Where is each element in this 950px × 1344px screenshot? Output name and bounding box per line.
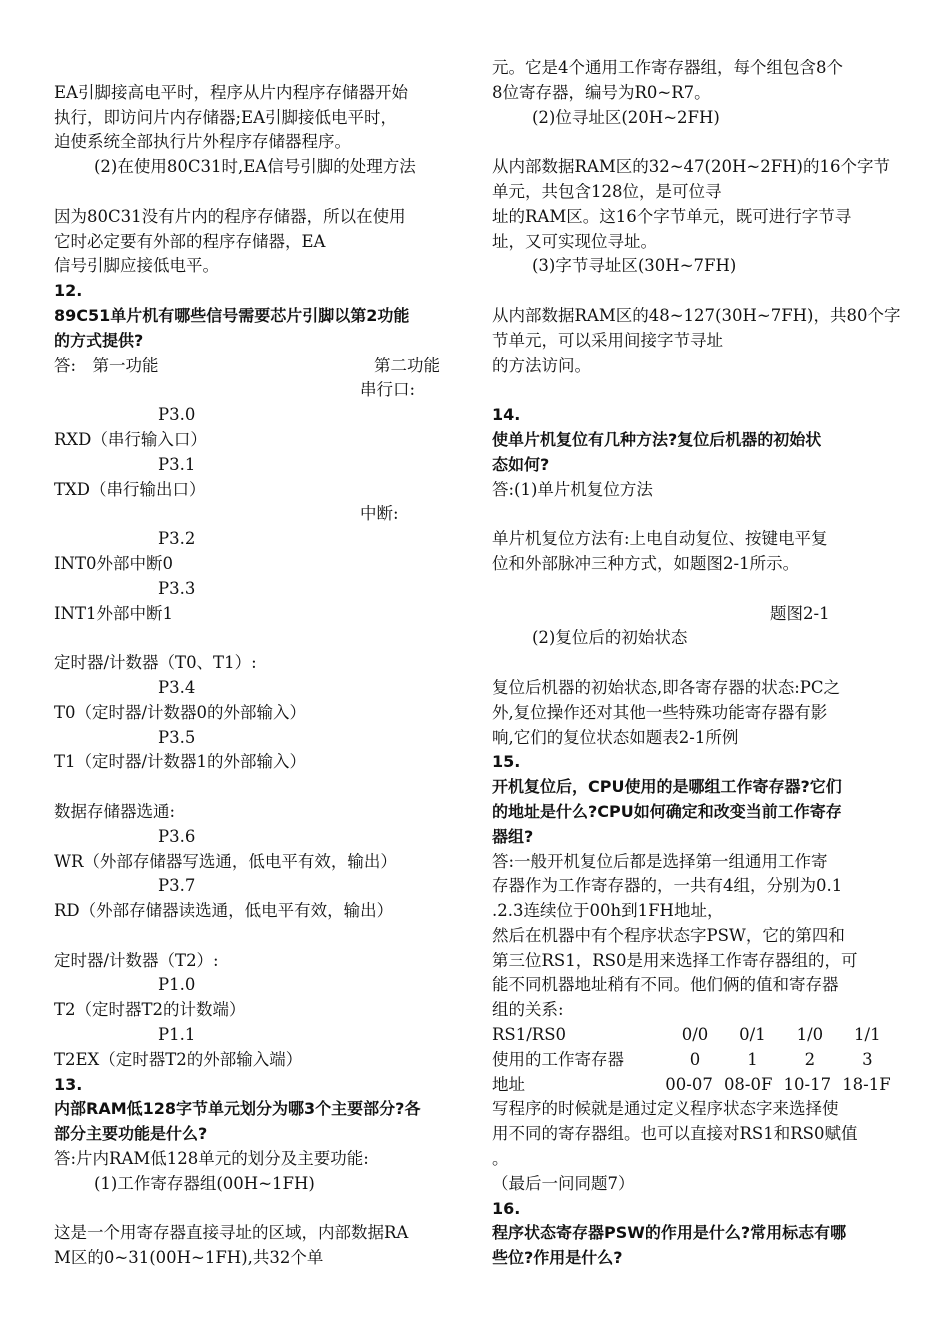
question-title: 程序状态寄存器PSW的作用是什么?常用标志有哪 <box>492 1223 847 1243</box>
text-line: 用不同的寄存器组。也可以直接对RS1和RS0赋值 <box>492 1124 858 1144</box>
subsection-title: (2)位寻址区(20H~2FH) <box>532 107 720 127</box>
register-table-header <box>492 1023 896 1048</box>
text-line: T0（定时器/计数器0的外部输入） <box>54 702 307 722</box>
answer-header-row <box>54 354 458 379</box>
question-number: 14. <box>492 405 521 425</box>
text-line: RXD（串行输入口） <box>54 429 207 449</box>
subsection-title: (1)工作寄存器组(00H~1FH) <box>94 1173 315 1193</box>
table-cell: 1/1 <box>854 1025 881 1045</box>
table-row-label: 地址 <box>492 1074 525 1094</box>
text-line: WR（外部存储器写选通，低电平有效，输出） <box>54 851 397 871</box>
second-function-label: 第二功能 <box>374 355 440 375</box>
text-line: 因为80C31没有片内的程序存储器，所以在使用 <box>54 206 406 226</box>
table-cell: 2 <box>804 1049 816 1069</box>
table-cell: 1 <box>747 1049 758 1069</box>
text-line: 从内部数据RAM区的48~127(30H~7FH)，共80个字 <box>492 305 901 325</box>
table-cell: 0 <box>689 1049 701 1069</box>
text-line: (2)在使用80C31时,EA信号引脚的处理方法 <box>94 157 416 177</box>
text-line: 迫使系统全部执行片外程序存储器程序。 <box>54 132 351 152</box>
pin-label: P3.6 <box>158 826 196 846</box>
question-title: 89C51单片机有哪些信号需要芯片引脚以第2功能 <box>54 305 410 325</box>
text-line: T2（定时器T2的计数端） <box>54 1000 246 1020</box>
pin-label: P3.3 <box>158 578 196 598</box>
register-table-row <box>492 1048 896 1073</box>
text-line: 节单元，可以采用间接字节寻址 <box>492 330 723 350</box>
question-title: 开机复位后，CPU使用的是哪组工作寄存器?它们 <box>492 777 842 797</box>
table-row-label: 使用的工作寄存器 <box>492 1049 624 1069</box>
figure-caption: 题图2-1 <box>770 603 830 623</box>
text-line: EA引脚接高电平时，程序从片内程序存储器开始 <box>54 82 408 102</box>
question-number: 15. <box>492 752 521 772</box>
table-cell: 0/0 <box>681 1025 709 1045</box>
question-title: 的地址是什么?CPU如何确定和改变当前工作寄存 <box>492 801 842 821</box>
answer-text: 答:片内RAM低128单元的划分及主要功能: <box>54 1149 369 1169</box>
question-number: 12. <box>54 281 83 301</box>
text-line: 信号引脚应接低电平。 <box>54 256 219 276</box>
question-title: 态如何? <box>492 454 550 474</box>
pin-label: P3.2 <box>158 529 196 549</box>
table-row-label: RS1/RS0 <box>492 1025 567 1045</box>
text-line: 响,它们的复位状态如题表2-1所例 <box>492 727 739 747</box>
left-column <box>54 56 458 1271</box>
text-line: T1（定时器/计数器1的外部输入） <box>54 752 307 772</box>
text-line: .2.3连续位于00h到1FH地址， <box>492 901 724 921</box>
text-line: （最后一问同题7） <box>492 1173 635 1193</box>
text-line: 能不同机器地址稍有不同。他们俩的值和寄存器 <box>492 975 839 995</box>
section-label: 定时器/计数器（T0、T1）: <box>54 653 257 673</box>
question-number: 13. <box>54 1074 83 1094</box>
text-line: 单元，共包含128位，是可位寻 <box>492 181 722 201</box>
text-line: T2EX（定时器T2的外部输入端） <box>54 1049 303 1069</box>
table-cell: 00-07 <box>665 1074 713 1094</box>
pin-label: P1.1 <box>158 1025 196 1045</box>
section-label: 中断: <box>360 504 399 524</box>
table-cell: 0/1 <box>739 1025 766 1045</box>
table-cell: 3 <box>862 1049 873 1069</box>
answer-text: 答:(1)单片机复位方法 <box>492 479 653 499</box>
question-title: 的方式提供? <box>54 330 144 350</box>
text-line: 这是一个用寄存器直接寻址的区域，内部数据RA <box>54 1223 409 1243</box>
question-title: 使单片机复位有几种方法?复位后机器的初始状 <box>492 429 822 449</box>
table-cell: 10-17 <box>783 1074 832 1094</box>
pin-label: P3.4 <box>158 677 196 697</box>
section-label: 定时器/计数器（T2）: <box>54 950 219 970</box>
text-line: 它时必定要有外部的程序存储器，EA <box>54 231 326 251</box>
section-label: 数据存储器选通: <box>54 801 176 821</box>
pin-label: P1.0 <box>158 975 196 995</box>
text-line: 单片机复位方法有:上电自动复位、按键电平复 <box>492 529 828 549</box>
right-column <box>492 56 901 1271</box>
text-line: 第三位RS1，RS0是用来选择工作寄存器组的，可 <box>492 950 858 970</box>
question-number: 16. <box>492 1198 521 1218</box>
pin-label: P3.0 <box>158 405 196 425</box>
section-label: 串行口: <box>360 380 416 400</box>
text-line: 。 <box>492 1149 509 1169</box>
text-line: 然后在机器中有个程序状态字PSW，它的第四和 <box>492 925 845 945</box>
text-line: RD（外部存储器读选通，低电平有效，输出） <box>54 901 394 921</box>
text-line: INT1外部中断1 <box>54 603 173 623</box>
text-line: 执行，即访问片内存储器;EA引脚接低电平时， <box>54 107 398 127</box>
text-line: 8位寄存器，编号为R0~R7。 <box>492 82 711 102</box>
pin-label: P3.7 <box>158 876 196 896</box>
text-line: 的方法访问。 <box>492 355 591 375</box>
text-line: 写程序的时候就是通过定义程序状态字来选择使 <box>492 1099 839 1119</box>
text-line: 复位后机器的初始状态,即各寄存器的状态:PC之 <box>492 677 841 697</box>
text-line: 从内部数据RAM区的32~47(20H~2FH)的16个字节 <box>492 157 890 177</box>
text-line: 位和外部脉冲三种方式，如题图2-1所示。 <box>492 553 800 573</box>
text-line: TXD（串行输出口） <box>54 479 206 499</box>
subsection-title: (3)字节寻址区(30H~7FH) <box>532 256 737 276</box>
question-title: 些位?作用是什么? <box>492 1248 623 1268</box>
question-title: 内部RAM低128字节单元划分为哪3个主要部分?各 <box>54 1099 421 1119</box>
text-line: 址，又可实现位寻址。 <box>492 231 657 251</box>
text-line: INT0外部中断0 <box>54 553 173 573</box>
text-line: M区的0~31(00H~1FH),共32个单 <box>54 1248 324 1268</box>
text-line: 址的RAM区。这16个字节单元，既可进行字节寻 <box>492 206 852 226</box>
answer-label: 答: 第一功能 <box>54 355 159 375</box>
question-title: 器组? <box>492 826 534 846</box>
table-cell: 1/0 <box>796 1025 824 1045</box>
text-line: 元。它是4个通用工作寄存器组，每个组包含8个 <box>492 58 843 77</box>
answer-text: 答:一般开机复位后都是选择第一组通用工作寄 <box>492 851 828 871</box>
table-cell: 08-0F <box>723 1074 773 1094</box>
text-line: 存器作为工作寄存器的，一共有4组，分别为0.1 <box>492 876 843 896</box>
subsection-title: (2)复位后的初始状态 <box>532 628 688 648</box>
text-line: 组的关系: <box>492 1000 564 1020</box>
pin-label: P3.5 <box>158 727 196 747</box>
table-cell: 18-1F <box>842 1074 891 1094</box>
question-title: 部分主要功能是什么? <box>54 1124 208 1144</box>
pin-label: P3.1 <box>158 454 196 474</box>
text-line: 外,复位操作还对其他一些特殊功能寄存器有影 <box>492 702 828 722</box>
register-table-row <box>492 1073 896 1098</box>
